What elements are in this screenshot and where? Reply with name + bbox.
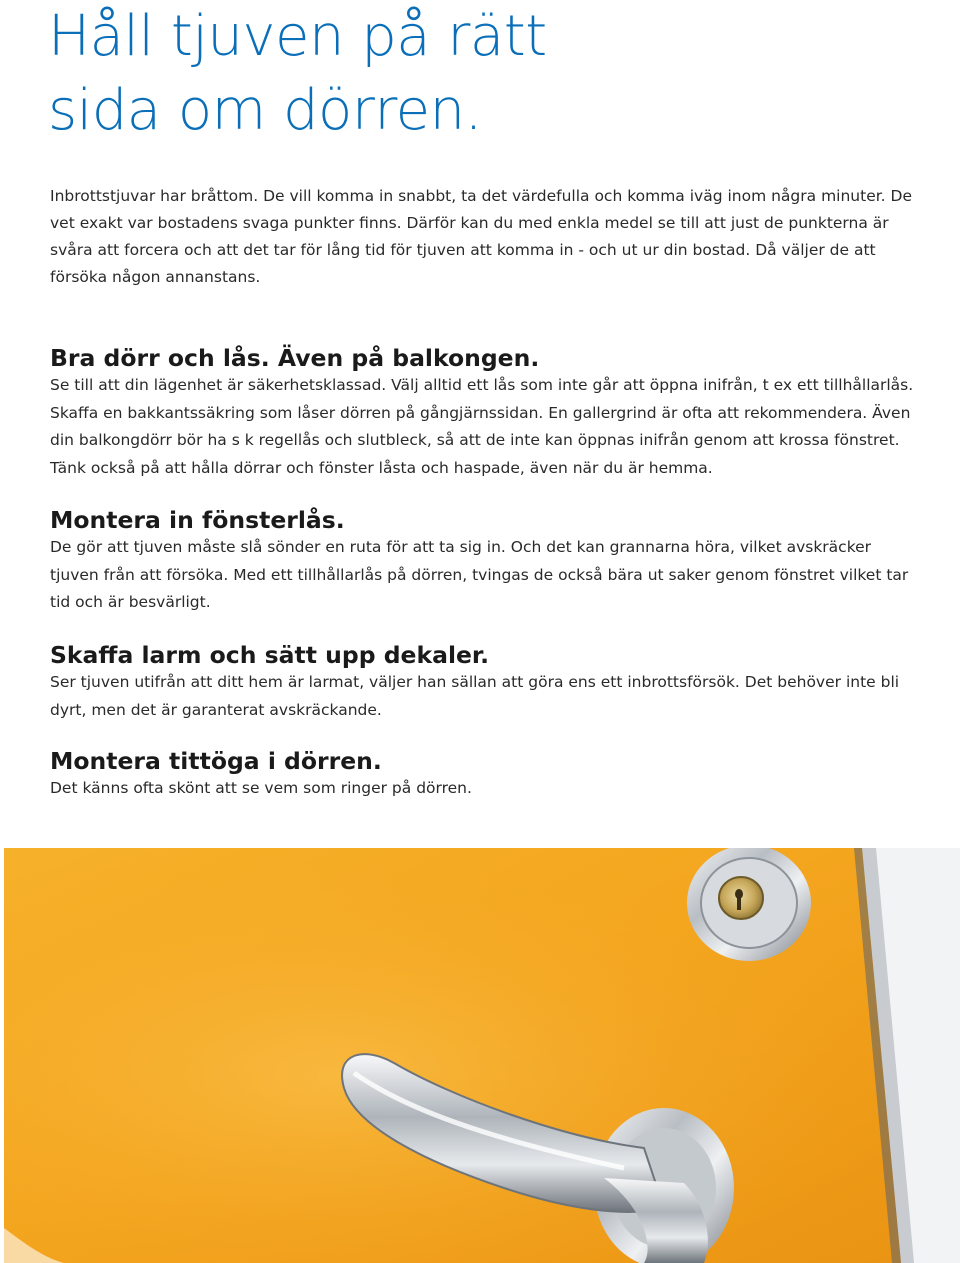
page-title-line-2: sida om dörren. bbox=[48, 78, 482, 143]
section-body: Det känns ofta skönt att se vem som ringer på dörren. bbox=[50, 779, 472, 797]
section-heading: Montera tittöga i dörren. bbox=[50, 747, 382, 775]
section-body: Se till att din lägenhet är säkerhetsklassad. Välj alltid ett lås som inte går att öppna inifrån, t ex ett tillhållarlås. Skaffa en bakkantssäkring som låser dörren på gångjärnssidan. En gallergrind är ofta att rekommendera. Även din balkongdörr bör ha s k regellås och slutbleck, så att de inte kan öppnas inifrån genom att krossa fönstret. Tänk också på att hålla dörrar och fönster låsta och haspade, även när du är hemma. bbox=[50, 376, 914, 477]
section-body: De gör att tjuven måste slå sönder en ruta för att ta sig in. Och det kan grannarna höra, vilket avskräcker tjuven från att försöka. Med ett tillhållarlås på dörren, tvingas de också bära ut saker genom fönstret vilket tar tid och är besvärligt. bbox=[50, 538, 909, 611]
intro-paragraph: Inbrottstjuvar har bråttom. De vill komma in snabbt, ta det värdefulla och komma iväg inom några minuter. De vet exakt var bostadens svaga punkter finns. Därför kan du med enkla medel se till att just de punkterna är svåra att forcera och att det tar för lång tid för tjuven att komma in - och ut ur din bostad. Då väljer de att försöka någon annanstans. bbox=[50, 187, 913, 286]
page-title bbox=[48, 0, 908, 148]
section-heading: Skaffa larm och sätt upp dekaler. bbox=[50, 641, 490, 669]
section-heading: Montera in fönsterlås. bbox=[50, 506, 345, 534]
page-title-line-1: Håll tjuven på rätt bbox=[48, 4, 547, 69]
section-window-locks bbox=[50, 506, 920, 617]
door-handle-photo bbox=[4, 848, 960, 1263]
section-heading: Bra dörr och lås. Även på balkongen. bbox=[50, 344, 540, 372]
section-body: Ser tjuven utifrån att ditt hem är larmat, väljer han sällan att göra ens ett inbrottsförsök. Det behöver inte bli dyrt, men det är garanterat avskräckande. bbox=[50, 673, 900, 719]
section-peephole bbox=[50, 747, 920, 803]
section-door-and-lock bbox=[50, 344, 920, 482]
section-alarm bbox=[50, 641, 920, 724]
